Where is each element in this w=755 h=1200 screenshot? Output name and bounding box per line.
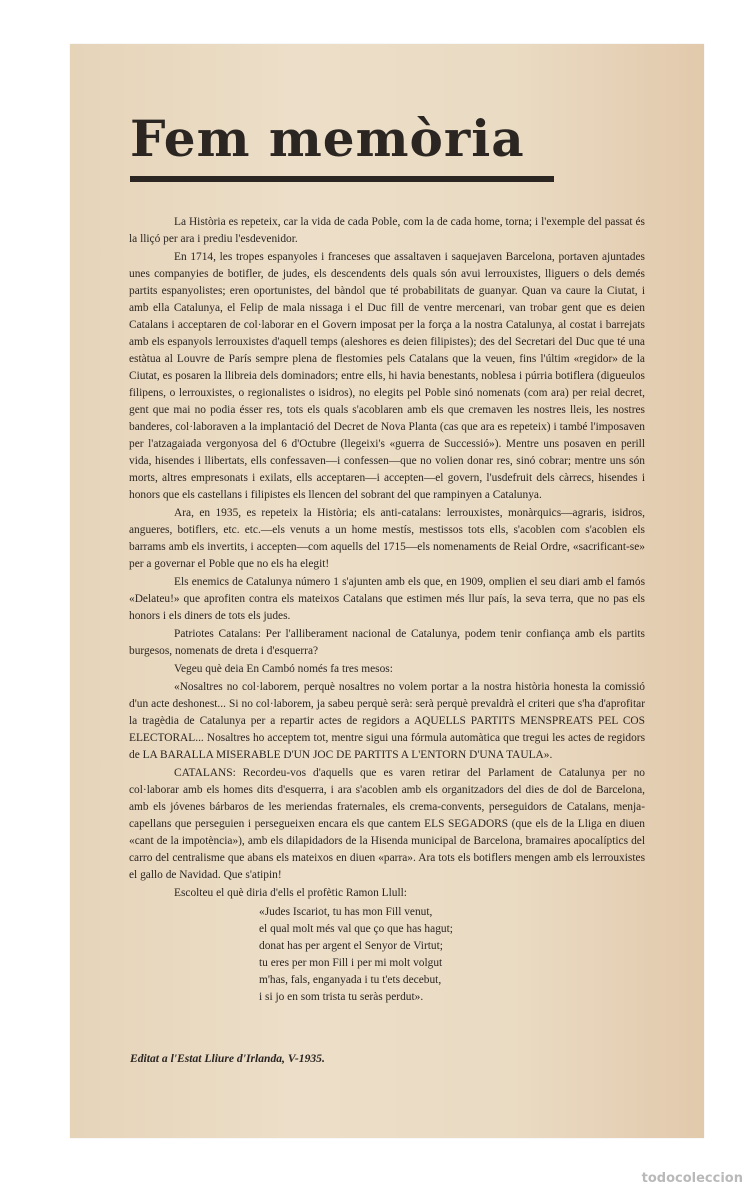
llull-verse [259, 904, 645, 1006]
publisher-note: Editat a l'Estat Lliure d'Irlanda, V-1935. [130, 1052, 325, 1065]
paragraph-4: Els enemics de Catalunya número 1 s'ajunten amb els que, en 1909, omplien el seu diari amb el famós «Delateu!» que aprofiten contra els mateixos Catalans que estimen més llur país, la seva terra, que no pas els honors i els diners de tots els judes. [129, 576, 645, 622]
paragraph-1: La Història es repeteix, car la vida de cada Poble, com la de cada home, torna; i l'exemple del passat és la lliçó per ara i prediu l'esdevenidor. [129, 216, 645, 245]
verse-line: «Judes Iscariot, tu has mon Fill venut, [259, 906, 433, 918]
paragraph-cambo-quote: «Nosaltres no col·laborem, perquè nosaltres no volem portar a la nostra història honesta la comissió d'un acte deshonest... Si no col·laborem, ja sabeu perquè serà: serà perquè prevaldrà el criteri que s'ha d'aprofitar la tragèdia de Catalunya per a repartir actes de regidors a AQUELLS PARTITS MENSPREATS PEL COS ELECTORAL... Nosaltres ho acceptem tot, mentre sigui una fórmula automàtica que tregui les actes de regidors de LA BARALLA MISERABLE D'UN JOC DE PARTITS A L'ENTORN D'UNA TAULA». [129, 681, 645, 761]
verse-line: el qual molt més val que ço que has hagut; [259, 923, 453, 935]
document-body [129, 214, 645, 1006]
paragraph-5: Patriotes Catalans: Per l'alliberament nacional de Catalunya, podem tenir confiança amb els partits burgesos, nomenats de dreta i d'esquerra? [129, 628, 645, 657]
title-underline [130, 176, 554, 182]
document-title: Fem memòria [130, 109, 525, 168]
verse-line: tu eres per mon Fill i per mi molt volgut [259, 957, 443, 969]
paragraph-3: Ara, en 1935, es repeteix la Història; els anti-catalans: lerrouxistes, monàrquics—agraris, isidros, angueres, botiflers, etc. etc.—els venuts a un home mestís, mestissos tots ells, s'acoblen com s'acoblen els barrams amb els invertits, i accepten—com aquells del 1715—els nomenaments de Reial Ordre, «sacrificant-se» per a governar el Poble que no els ha elegit! [129, 507, 645, 570]
watermark-logo: todocoleccion [641, 1171, 743, 1186]
paragraph-6: Vegeu què deia En Cambó només fa tres mesos: [174, 663, 393, 675]
paragraph-catalans: CATALANS: Recordeu-vos d'aquells que es varen retirar del Parlament de Catalunya per no col·laborar amb els homes dits d'esquerra, i ara s'acoblen amb els organitzadors del dies de dol de Barcelona, amb els jóvenes bárbaros de les meriendas fraternales, els crema-convents, perseguidors de Catalans, menja-capellans que perseguien i persegueixen encara els que cantem ELS SEGADORS (que els de la Lliga en diuen «cant de la impotència»), amb els dilapidadors de la Hisenda municipal de Barcelona, bramaires apocalíptics del carro del centralisme que abans els mateixos en diuen «parra». Ara tots els botiflers mengen amb els lerrouxistes el gallo de Navidad. Que s'atipin! [129, 767, 645, 881]
document-sheet [70, 44, 704, 1138]
verse-line: m'has, fals, enganyada i tu t'ets decebut, [259, 974, 442, 986]
paragraph-llull-intro: Escolteu el què diria d'ells el profètic Ramon Llull: [174, 887, 407, 899]
verse-line: donat has per argent el Senyor de Virtut; [259, 940, 443, 952]
paragraph-2: En 1714, les tropes espanyoles i franceses que assaltaven i saquejaven Barcelona, portaven ajuntades unes companyies de botifler, de judes, els descendents dels quals són avui lerrouxistes, lliguers o dels demés partits espanyolistes; eren oportunistes, del bàndol que té probabilitats de guanyar. Quan va caure la Ciutat, i amb ella Catalunya, el Felip de mala nissaga i el Duc fill de ventre mercenari, van trobar gent que es deien Catalans i acceptaren de col·laborar en el Govern imposat per la força a la nostra Catalunya, al costat i barrejats amb els espanyols lerrouxistes d'aquell temps (aleshores es deien filipistes); des del Secretari del Duc que té una estàtua al Louvre de París sempre plena de flestomies pels Catalans que la veuen, fins l'últim «regidor» de la Ciutat, es posaren la llibreia dels dominadors; entre ells, hi havia benestants, noblesa i púrria botiflera (digueulos filipens, o lerrouxistes, o regionalistes o isidros), no elegits pel Poble sinó nomenats (com ara) per reial decret, gent que mai no podia ésser res, tots els quals s'acoblaren amb els que cremaven les nostres lleis, les nostres banderes, col·laboraven a la implantació del Decret de Nova Planta (cas que ara es repeteix) i també l'imposaven per l'atzagaiada vergonyosa del 6 d'Octubre (llegeixi's «guerra de Successió»). Mentre uns posaven en perill vida, hisendes i llibertats, ells confessaven—i confessen—que no volien donar res, sinó cobrar; mentre uns són morts, altres empresonats i exilats, ells acceptaren—i accepten—el govern, l'usdefruit dels càrrecs, hisendes i honors que els castellans i filipistes els llencen del sobrant del que rampinyen a Catalunya. [129, 251, 645, 501]
verse-line: i si jo en som trista tu seràs perdut». [259, 991, 424, 1003]
